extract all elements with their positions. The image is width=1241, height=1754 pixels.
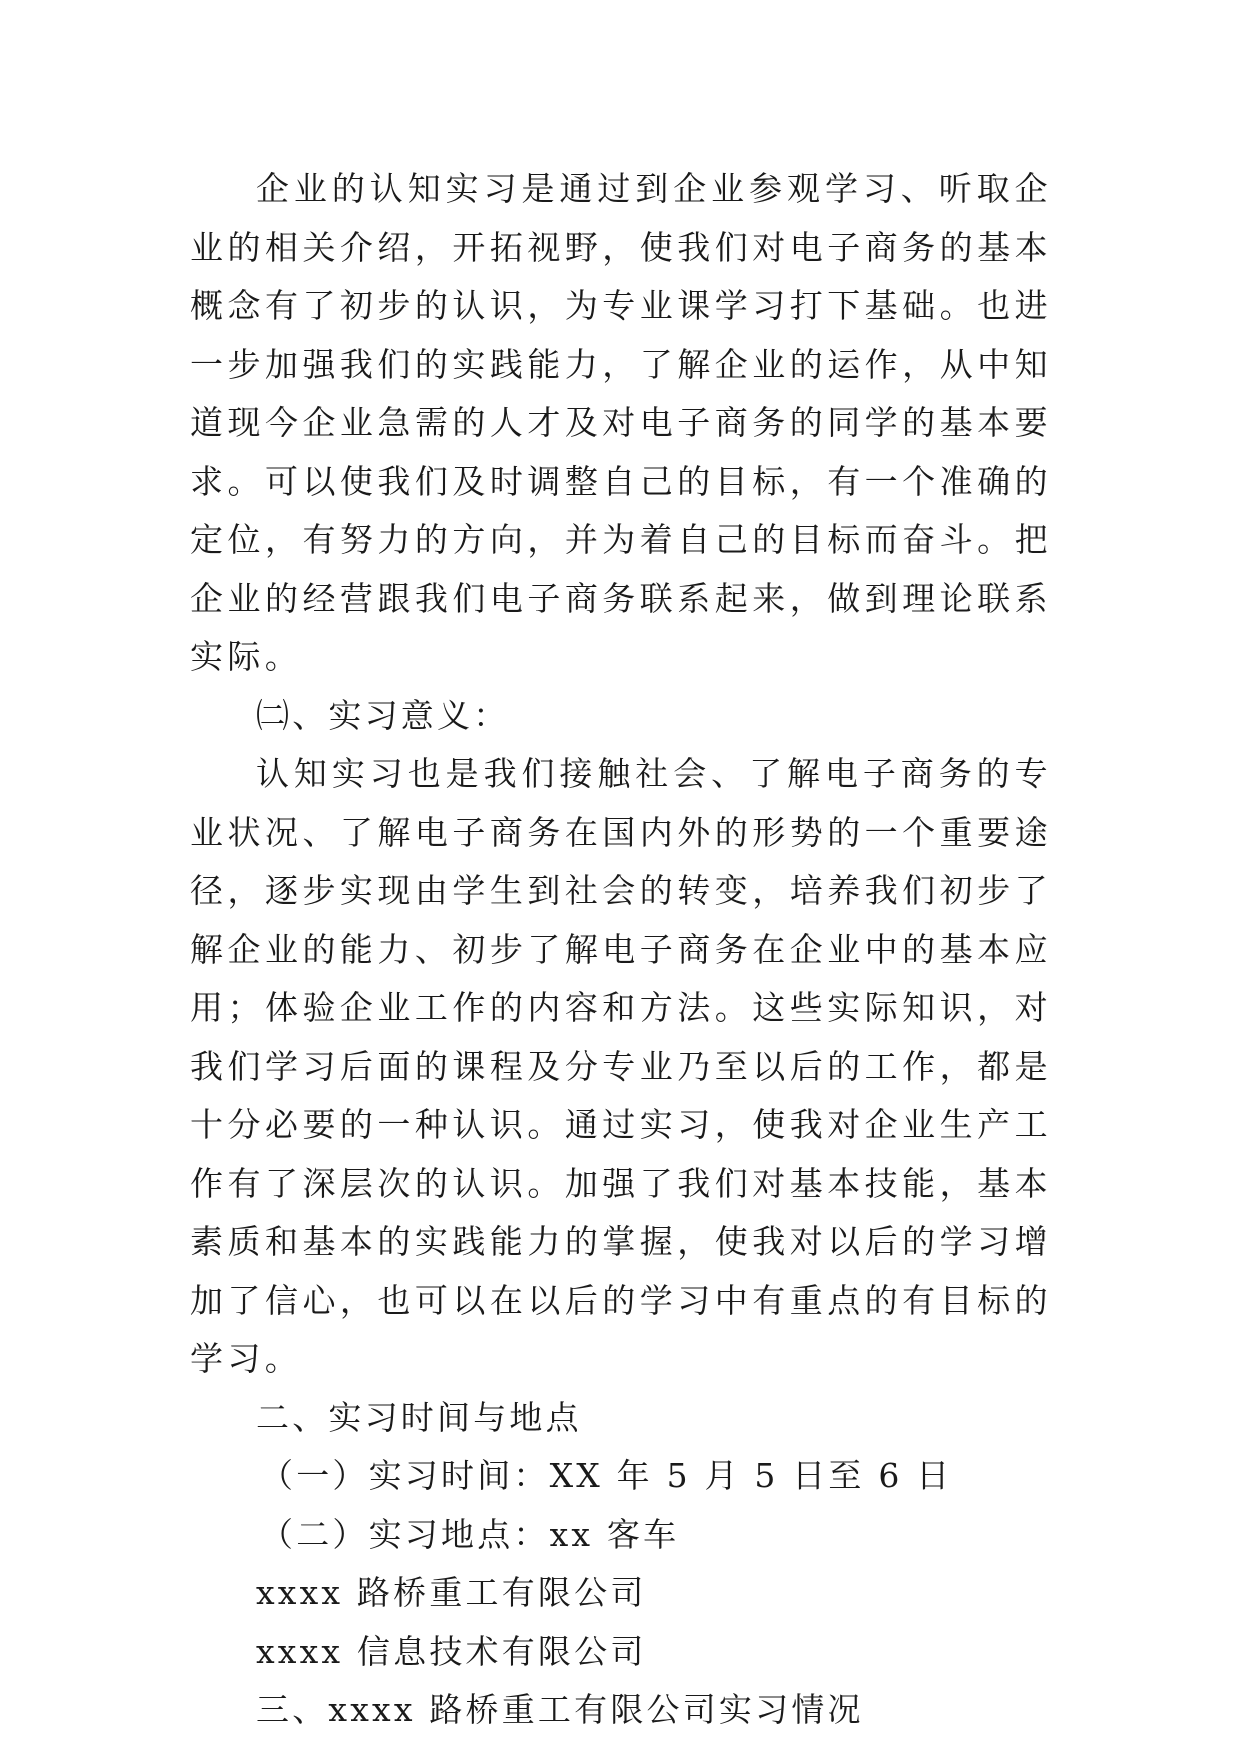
internship-time-line: （一）实习时间：XX 年 5 月 5 日至 6 日: [260, 1456, 953, 1495]
internship-place-line: （二）实习地点：xx 客车: [260, 1514, 680, 1554]
company-line-2: xxxx 信息技术有限公司: [256, 1631, 647, 1671]
heading-time-and-place: 二、实习时间与地点: [256, 1397, 582, 1437]
company-line-1: xxxx 路桥重工有限公司: [256, 1573, 647, 1612]
paragraph-internship-significance: 认知实习也是我们接触社会、了解电子商务的专业状况、了解电子商务在国内外的形势的一个重要途径，逐步实现由学生到社会的转变，培养我们初步了解企业的能力、初步了解电子商务在企业中的基本应用；体验企业工作的内容和方法。这些实际知识，对我们学习后面的课程及分专业乃至以后的工作，都是十分必要的一种认识。通过实习，使我对企业生产工作有了深层次的认识。加强了我们对基本技能，基本素质和基本的实践能力的掌握，使我对以后的学习增加了信心，也可以在以后的学习中有重点的有目标的学习。: [190, 754, 1052, 1378]
heading-internship-significance: ㈡、实习意义：: [256, 695, 510, 735]
paragraph-cognition-purpose: 企业的认知实习是通过到企业参观学习、听取企业的相关介绍，开拓视野，使我们对电子商务的基本概念有了初步的认识，为专业课学习打下基础。也进一步加强我们的实践能力，了解企业的运作，从中知道现今企业急需的人才及对电子商务的同学的基本要求。可以使我们及时调整自己的目标，有一个准确的定位，有努力的方向，并为着自己的目标而奋斗。把企业的经营跟我们电子商务联系起来，做到理论联系实际。: [190, 169, 1052, 676]
document-page: [190, 160, 1052, 1740]
heading-section-3: 三、xxxx 路桥重工有限公司实习情况: [256, 1690, 864, 1729]
